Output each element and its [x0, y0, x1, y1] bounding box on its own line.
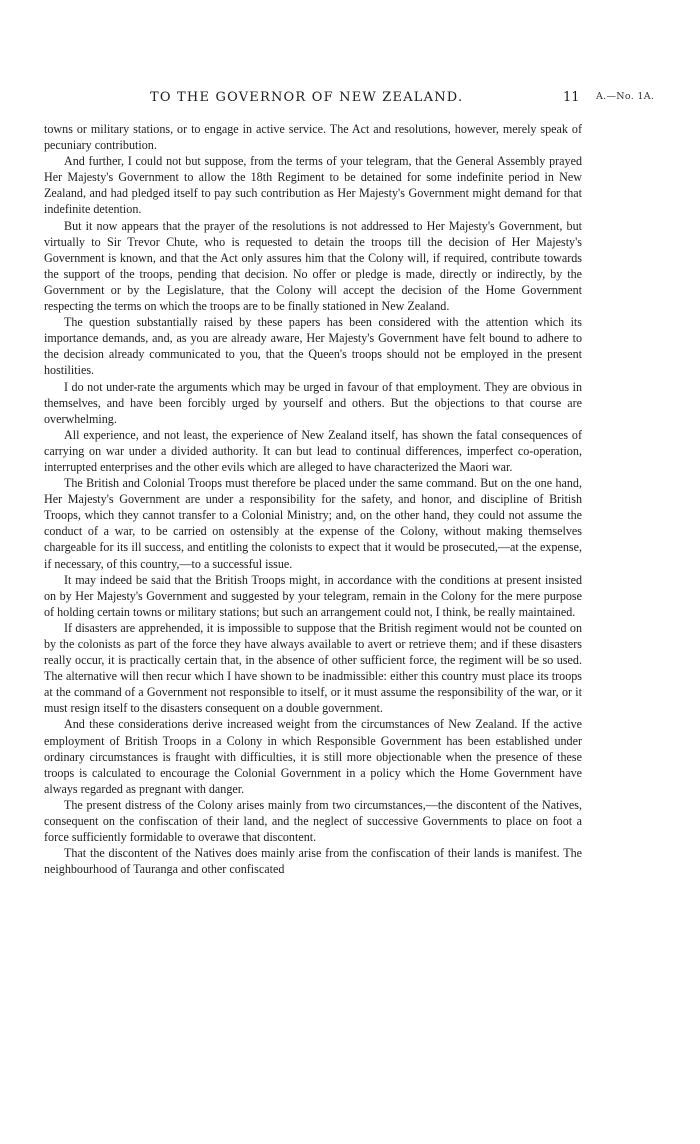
paragraph: That the discontent of the Natives does mainly arise from the confiscation of their lands is manifest. The neighbourhood of Tauranga and other confiscated	[44, 846, 582, 877]
paragraph: And further, I could not but suppose, from the terms of your telegram, that the General Assembly prayed Her Majesty's Government to allow the 18th Regiment to be detained for some indefinite period in New Zealand, and had pledged itself to pay such contribution as Her Majesty's Government might demand for that indefinite detention.	[44, 154, 582, 217]
paragraph: But it now appears that the prayer of the resolutions is not addressed to Her Majesty's Government, but virtually to Sir Trevor Chute, who is requested to detain the troops till the decision of Her Majesty's Government is known, and that the Act only assures him that the Colony will, if required, contribute towards the support of the troops, pending that decision. No offer or pledge is made, directly or indirectly, by the Government or by the Legislature, that the Colony will accept the decision of the Home Government respecting the terms on which the troops are to be finally stationed in New Zealand.	[44, 218, 582, 314]
paragraph-continued: towns or military stations, or to engage in active service. The Act and resolutions, however, merely speak of pecuniary contribution.	[44, 122, 582, 153]
running-title: TO THE GOVERNOR OF NEW ZEALAND.	[150, 90, 464, 105]
paragraph: The British and Colonial Troops must therefore be placed under the same command. But on the one hand, Her Majesty's Government are under a responsibility for the safety, and honor, and discipline of British Troops, which they cannot transfer to a Colonial Ministry; and, on the other hand, they could not assume the conduct of a war, to be carried on ostensibly at the expense of the Colony, without making themselves chargeable for its ill success, and entitling the colonists to expect that it would be prosecuted,—at the expense, if necessary, of this country,—to a successful issue.	[44, 476, 582, 571]
paragraph: All experience, and not least, the experience of New Zealand itself, has shown the fatal consequences of carrying on war under a divided authority. It can but lead to continual differences, imperfect co-operation, interrupted enterprises and the other evils which are alleged to have characterized the Maori war.	[44, 427, 582, 474]
page-header	[0, 90, 700, 110]
document-reference: A.—No. 1A.	[596, 91, 655, 102]
paragraph: It may indeed be said that the British Troops might, in accordance with the conditions at present insisted on by Her Majesty's Government and suggested by your telegram, remain in the Colony for the mere purpose of holding certain towns or military stations; but such an arrangement could not, I think, be really maintained.	[44, 572, 582, 619]
paragraph: I do not under-rate the arguments which may be urged in favour of that employment. They are obvious in themselves, and have been forcibly urged by yourself and others. But the objections to that course are overwhelming.	[44, 379, 582, 426]
letter-body	[44, 121, 582, 877]
paragraph: And these considerations derive increased weight from the circumstances of New Zealand. If the active employment of British Troops in a Colony in which Responsible Government has been established under ordinary circumstances is fraught with difficulties, it is still more objectionable when the presence of these troops is calculated to encourage the Colonial Government in a policy which the Home Government have always regarded as pregnant with danger.	[44, 717, 582, 796]
paragraph: If disasters are apprehended, it is impossible to suppose that the British regiment would not be counted on by the colonists as part of the force they have always available to avert or retrieve them; and if these disasters really occur, it is practically certain that, in the absence of other sufficient force, the regiment will be so used. The alternative will then recur which I have shown to be inadmissible: either this country must place its troops at the command of a Government not responsible to itself, or it must assume the responsibility of the war, or it must resign itself to the disasters consequent on a double government.	[44, 620, 582, 716]
paragraph: The question substantially raised by these papers has been considered with the attention which its importance demands, and, as you are already aware, Her Majesty's Government have felt bound to adhere to the decision already communicated to you, that the Queen's troops should not be employed in the present hostilities.	[44, 315, 582, 378]
page-number: 11	[563, 90, 580, 105]
paragraph: The present distress of the Colony arises mainly from two circumstances,—the discontent of the Natives, consequent on the confiscation of their land, and the neglect of successive Governments to place on foot a force sufficiently formidable to overawe that discontent.	[44, 797, 582, 845]
